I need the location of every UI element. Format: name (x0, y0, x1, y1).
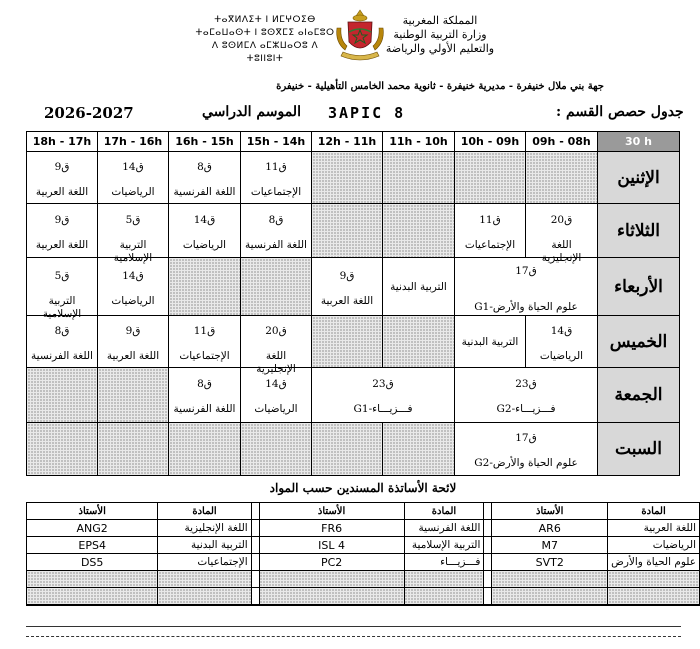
ministry-name: وزارة التربية الوطنية (393, 28, 487, 41)
tifinagh-header (195, 14, 335, 66)
empty-slot (312, 316, 383, 368)
column-gap (251, 571, 259, 588)
lesson-cell (455, 258, 598, 316)
day-label: الإثنين (598, 152, 680, 204)
lesson-cell (455, 204, 526, 258)
ministry-name-2: والتعليم الأولي والرياضة (385, 42, 495, 55)
empty-slot (383, 152, 455, 204)
total-hours: 30 h (598, 132, 680, 152)
col-subject-header: المادة (404, 503, 484, 520)
tifinagh-line: ⵜⴰⵎⴰⵡⴰⵙⵜ ⵏ ⵓⵙⴳⵎⵉ ⴰⵏⴰⵎⵓⵔ (195, 28, 335, 38)
lesson-subject: الرياضيات (111, 294, 155, 307)
lesson-cell (27, 152, 98, 204)
lesson-cell (27, 258, 98, 320)
lesson-subject: اللغة الفرنسية (31, 349, 93, 362)
subject-name: علوم الحياة والأرض (608, 554, 700, 571)
lesson-subject: اللغة العربية (35, 238, 89, 251)
column-gap (484, 537, 492, 554)
empty-slot (27, 368, 98, 423)
teacher-code: EPS4 (27, 537, 158, 554)
lesson-subject: اللغة الفرنسية (173, 185, 236, 198)
day-label: السبت (598, 423, 680, 476)
lesson-room: ق14 (265, 378, 287, 390)
teacher-code: FR6 (259, 520, 404, 537)
school-year: 2026-2027 (44, 104, 134, 122)
lesson-subject: التربية البدنية (461, 335, 519, 348)
column-gap (251, 554, 259, 571)
empty-slot (312, 204, 383, 258)
teachers-section-title: لائحة الأساتذة المسندين حسب المواد (269, 481, 457, 495)
lesson-room: ق11 (193, 324, 216, 337)
time-header: 16h - 15h (169, 132, 241, 152)
teachers-table (26, 502, 700, 606)
season-label: الموسم الدراسي (202, 104, 301, 120)
lesson-room: ق14 (193, 213, 216, 226)
timetable (26, 131, 680, 476)
lesson-subject: فـــزيـــاء-G2 (496, 403, 556, 415)
column-gap (484, 554, 492, 571)
subject-name: التربية الإسلامية (404, 537, 484, 554)
lesson-cell (169, 368, 241, 423)
empty-slot (158, 571, 251, 588)
lesson-cell (98, 258, 169, 316)
empty-slot (526, 152, 598, 204)
empty-slot (608, 588, 700, 605)
lesson-room: ق20 (265, 324, 287, 337)
lesson-subject: الإجتماعيات (179, 349, 230, 362)
col-teacher-header: الأستاذ (492, 503, 608, 520)
day-label: الثلاثاء (598, 204, 680, 258)
lesson-subject: التربية الإسلامية (113, 238, 153, 264)
lesson-room: ق11 (265, 160, 287, 173)
empty-slot (404, 588, 484, 605)
empty-slot (98, 423, 169, 476)
lesson-cell (27, 316, 98, 368)
col-subject-header: المادة (158, 503, 251, 520)
empty-slot (241, 258, 312, 316)
lesson-cell (526, 204, 598, 264)
column-gap (251, 537, 259, 554)
empty-slot (608, 571, 700, 588)
class-name: 3APIC 8 (328, 104, 406, 122)
subject-name: الإجتماعيات (158, 554, 251, 571)
lesson-cell (241, 152, 312, 204)
column-gap (251, 588, 259, 605)
column-gap (251, 520, 259, 537)
lesson-room: ق9 (339, 269, 355, 282)
kingdom-name: المملكة المغربية (402, 14, 478, 27)
tifinagh-line: ⴷ ⵓⵙⵍⵎⴷ ⴰⵎⵣⵡⴰⵔⵓ ⴷ ⵜⵓⵏⵏⵓⵏⵜ (211, 41, 319, 64)
lesson-cell (241, 316, 312, 375)
lesson-subject: اللغة الفرنسية (245, 238, 307, 251)
lesson-room: ق9 (54, 213, 70, 226)
tifinagh-line: ⵜⴰⴳⵍⴷⵉⵜ ⵏ ⵍⵎⵖⵔⵉⴱ (214, 15, 316, 25)
teacher-code: AR6 (492, 520, 608, 537)
column-gap (484, 588, 492, 605)
empty-slot (98, 368, 169, 423)
time-header: 17h - 16h (98, 132, 169, 152)
lesson-cell (169, 204, 241, 258)
empty-slot (27, 588, 158, 605)
empty-slot (383, 316, 455, 368)
lesson-subject: اللغة الفرنسية (173, 403, 236, 415)
lesson-cell (98, 316, 169, 368)
lesson-subject: علوم الحياة والأرض-G1 (474, 300, 578, 313)
lesson-subject: اللغة العربية (35, 185, 89, 198)
lesson-cell (455, 368, 598, 423)
teacher-code: SVT2 (492, 554, 608, 571)
lesson-cell (526, 316, 598, 368)
timetable-label: جدول حصص القسم : (556, 104, 684, 120)
empty-slot (455, 152, 526, 204)
empty-slot (383, 423, 455, 476)
lesson-room: ق9 (54, 160, 70, 173)
empty-slot (169, 423, 241, 476)
time-header: 11h - 10h (383, 132, 455, 152)
lesson-cell (98, 204, 169, 264)
col-subject-header: المادة (608, 503, 700, 520)
lesson-subject: اللغة العربية (320, 294, 374, 307)
empty-slot (241, 423, 312, 476)
lesson-subject: الرياضيات (182, 238, 227, 251)
empty-slot (27, 571, 158, 588)
time-header: 18h - 17h (27, 132, 98, 152)
teacher-code: PC2 (259, 554, 404, 571)
teacher-code: DS5 (27, 554, 158, 571)
empty-slot (27, 423, 98, 476)
subject-name: التربية البدنية (158, 537, 251, 554)
subject-name: فـــزيـــاء (404, 554, 484, 571)
lesson-subject: الرياضيات (539, 349, 584, 362)
time-header: 09h - 08h (526, 132, 598, 152)
lesson-room: ق5 (54, 269, 70, 282)
teacher-code: ANG2 (27, 520, 158, 537)
column-gap (484, 503, 492, 520)
lesson-room: ق8 (197, 378, 212, 390)
col-teacher-header: الأستاذ (259, 503, 404, 520)
time-header: 15h - 14h (241, 132, 312, 152)
document-header (0, 0, 700, 100)
lesson-subject: التربية الإسلامية (42, 294, 82, 320)
empty-slot (404, 571, 484, 588)
empty-slot (383, 204, 455, 258)
lesson-room: ق23 (372, 378, 394, 390)
lesson-room: ق14 (122, 269, 144, 282)
lesson-subject: اللغة الإنجليزية (256, 349, 296, 375)
lesson-subject: فـــزيـــاء-G1 (353, 403, 413, 415)
day-label: الجمعة (598, 368, 680, 423)
empty-slot (312, 423, 383, 476)
subject-name: اللغة الفرنسية (404, 520, 484, 537)
lesson-room: ق23 (515, 378, 537, 390)
footer-dashed-rule (26, 636, 681, 637)
lesson-room: ق8 (197, 160, 212, 173)
lesson-room: ق5 (125, 213, 141, 226)
empty-slot (169, 258, 241, 316)
subject-name: الرياضيات (608, 537, 700, 554)
lesson-cell (169, 152, 241, 204)
footer-rule (26, 626, 681, 627)
lesson-subject: اللغة العربية (106, 349, 160, 362)
time-header: 10h - 09h (455, 132, 526, 152)
subject-name: اللغة العربية (608, 520, 700, 537)
lesson-cell (241, 368, 312, 423)
lesson-room: ق8 (54, 324, 70, 337)
empty-slot (312, 152, 383, 204)
empty-slot (158, 588, 251, 605)
lesson-cell (98, 152, 169, 204)
lesson-subject: الرياضيات (254, 403, 298, 415)
empty-slot (492, 588, 608, 605)
lesson-subject: الرياضيات (111, 185, 155, 198)
lesson-cell (312, 258, 383, 316)
day-label: الأربعاء (598, 258, 680, 316)
institution-line: جهة بني ملال خنيفرة - مديرية خنيفرة - ثانوية محمد الخامس التأهيلية - خنيفرة (276, 81, 604, 92)
lesson-cell (27, 204, 98, 258)
lesson-cell (241, 204, 312, 258)
col-teacher-header: الأستاذ (27, 503, 158, 520)
teacher-code: M7 (492, 537, 608, 554)
lesson-room: ق14 (550, 324, 573, 337)
lesson-subject: علوم الحياة والأرض-G2 (474, 457, 578, 469)
lesson-subject: اللغة الإنجليزية (541, 238, 582, 264)
lesson-room: ق9 (125, 324, 141, 337)
lesson-subject: التربية البدنية (390, 280, 447, 293)
lesson-subject: الإجتماعيات (250, 185, 302, 198)
lesson-cell (455, 316, 526, 368)
lesson-room: ق14 (122, 160, 144, 173)
column-gap (251, 503, 259, 520)
column-gap (484, 520, 492, 537)
subject-name: اللغة الإنجليزية (158, 520, 251, 537)
lesson-room: ق17 (515, 432, 537, 444)
lesson-cell (383, 258, 455, 316)
lesson-room: ق20 (550, 213, 573, 226)
arabic-header (360, 14, 520, 56)
lesson-subject: الإجتماعيات (464, 238, 516, 251)
lesson-room: ق11 (479, 213, 501, 226)
lesson-room: ق17 (515, 264, 537, 277)
lesson-cell (455, 423, 598, 476)
empty-slot (492, 571, 608, 588)
column-gap (484, 571, 492, 588)
teacher-code: ISL 4 (259, 537, 404, 554)
empty-slot (259, 588, 404, 605)
empty-slot (259, 571, 404, 588)
day-label: الخميس (598, 316, 680, 368)
lesson-cell (169, 316, 241, 368)
lesson-cell (312, 368, 455, 423)
lesson-room: ق8 (268, 213, 284, 226)
time-header: 12h - 11h (312, 132, 383, 152)
